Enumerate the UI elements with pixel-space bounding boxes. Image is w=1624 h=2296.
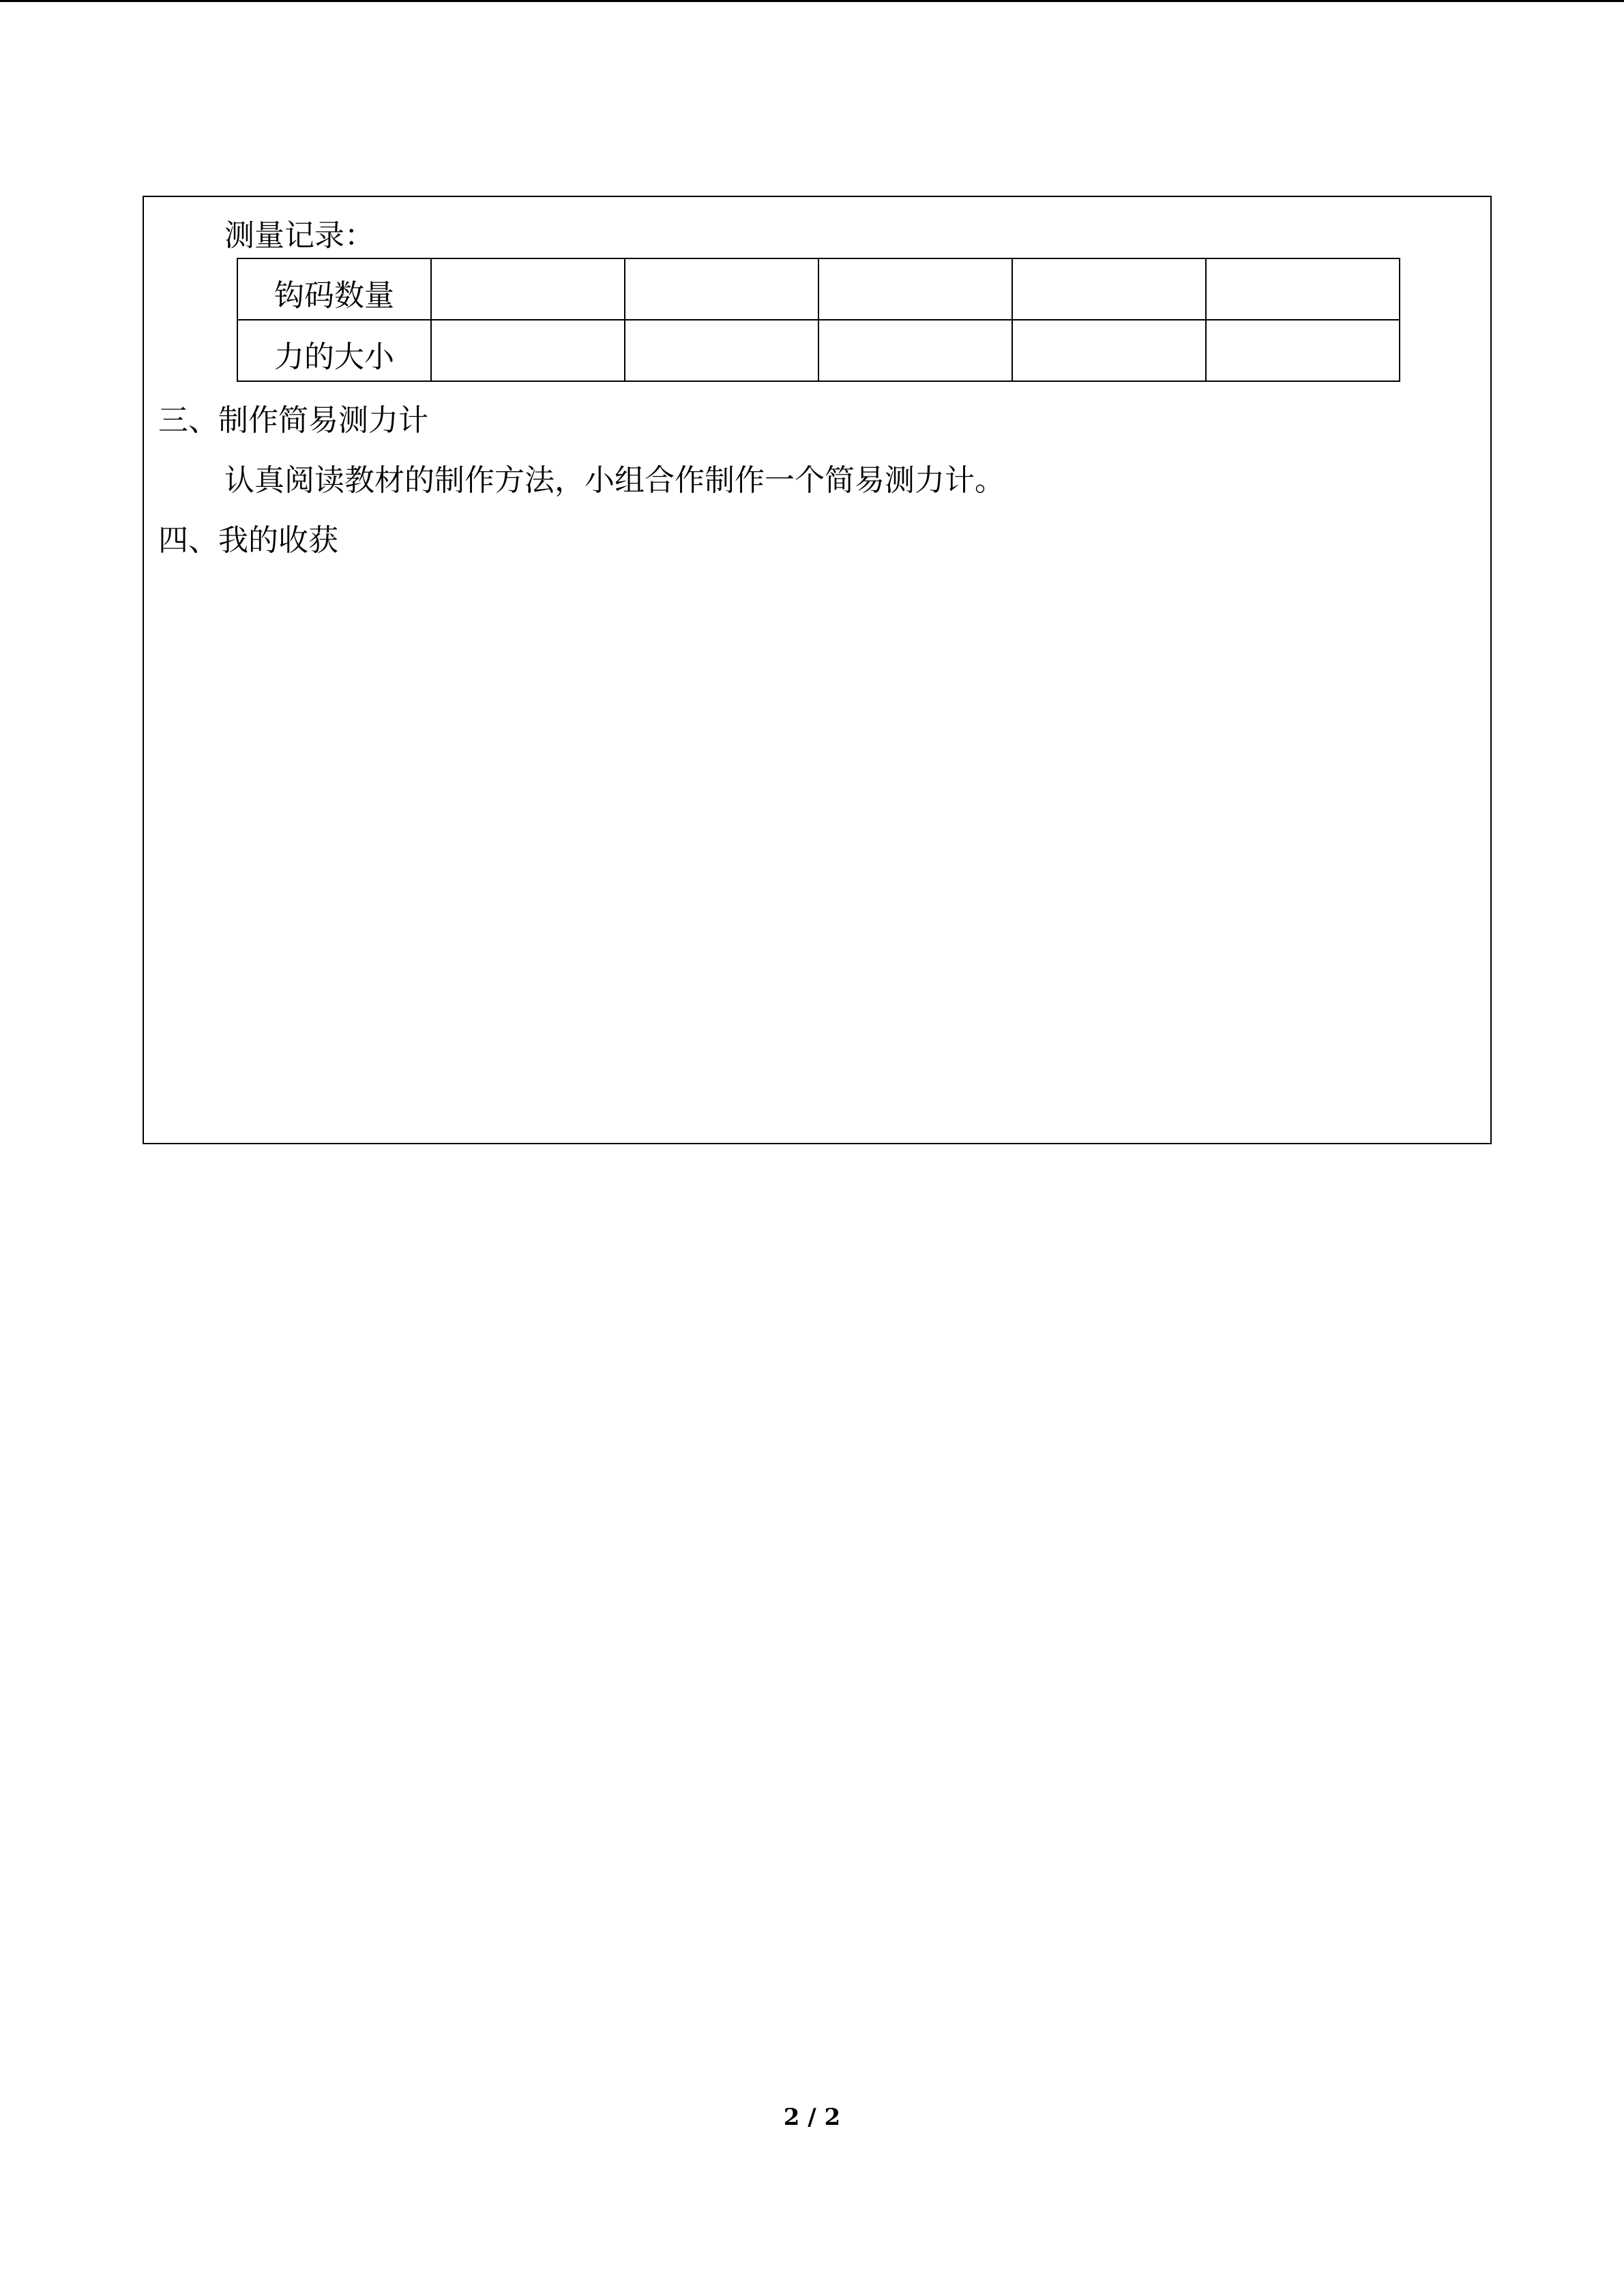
row-label-hook-count: 钩码数量 — [237, 258, 431, 320]
row-label-force-size: 力的大小 — [237, 320, 431, 381]
section-4-heading: 四、我的收获 — [158, 523, 338, 558]
table-cell[interactable] — [818, 258, 1012, 320]
table-cell[interactable] — [431, 320, 625, 381]
measurement-record-label: 测量记录： — [224, 218, 374, 253]
table-cell[interactable] — [1206, 258, 1400, 320]
table-cell[interactable] — [1206, 320, 1400, 381]
page-number: 2 / 2 — [783, 2104, 841, 2131]
section-3-instruction: 认真阅读教材的制作方法，小组合作制作一个简易测力计。 — [224, 463, 1005, 498]
table-cell[interactable] — [818, 320, 1012, 381]
table-cell[interactable] — [625, 258, 818, 320]
table-row — [237, 320, 1400, 381]
table-cell[interactable] — [1012, 258, 1206, 320]
table-cell[interactable] — [1012, 320, 1206, 381]
table-cell[interactable] — [625, 320, 818, 381]
top-border-line — [0, 0, 1624, 2]
table-row — [237, 258, 1400, 320]
table-cell[interactable] — [431, 258, 625, 320]
section-3-heading: 三、制作简易测力计 — [158, 403, 428, 438]
measurement-record-table — [237, 258, 1400, 382]
